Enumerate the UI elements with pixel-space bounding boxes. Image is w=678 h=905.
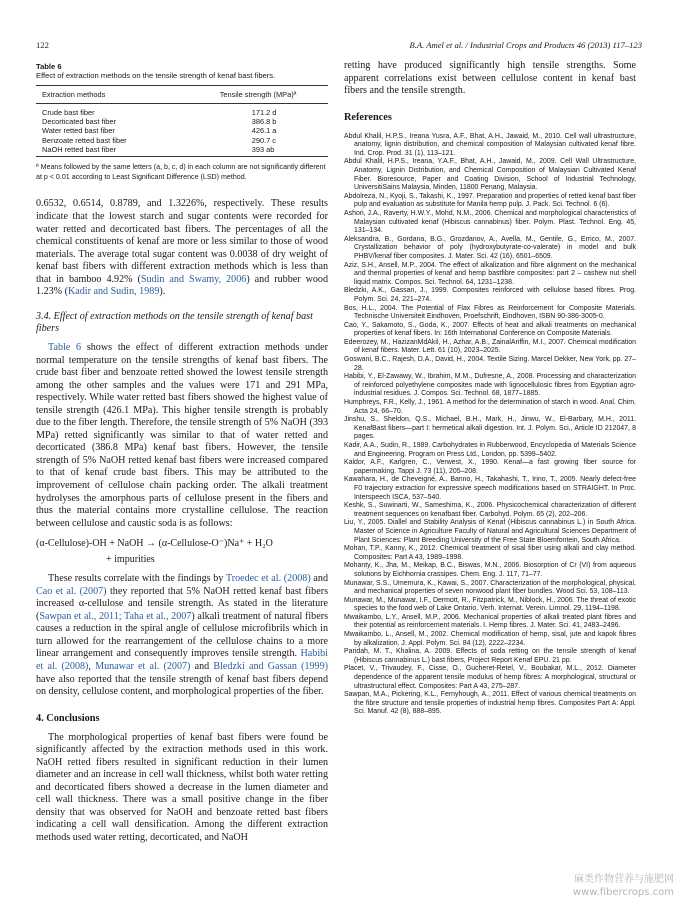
page-number: 122 bbox=[36, 40, 49, 50]
tensile-strength-table bbox=[36, 85, 328, 157]
reference-item: Bledzki, A.K., Gassan, J., 1999. Composites reinforced with cellulose based fibres. Prog. Polym. Sci. 24, 221–274. bbox=[344, 287, 636, 303]
section-heading: 3.4. Effect of extraction methods on the tensile strength of kenaf bast fibers bbox=[36, 310, 313, 335]
reference-item: Cao, Y., Sakamoto, S., Goda, K., 2007. Effects of heat and alkali treatments on mechanical properties of kenaf fibers. In: 16th International Conference on Composite Materials. bbox=[344, 321, 636, 338]
table-cell: 426.1 a bbox=[251, 126, 277, 136]
reference-item: Keshk, S., Suwinarti, W., Sameshima, K., 2006. Physicochemical characterization of different treatment sequences on kenafbast fiber. Carbohyd. Polym. 65 (2), 202–206. bbox=[344, 502, 636, 518]
reference-item: Edeerozey, M., HazizanMdAkil, H., Azhar, A.B., ZainalAriffin, M.I., 2007. Chemical modification of kenaf fibers. Mater. Lett. 61 (10), 2023–2025. bbox=[344, 338, 636, 355]
reference-item: Paridah, M. T., Khalina, A. 2009. Effects of soda retting on the tensile strength of kenaf (Hibiscus cannabinus L.) bast fibers, Project Report Kenaf EPU. 21 pp. bbox=[344, 648, 636, 664]
body-paragraph bbox=[36, 342, 328, 530]
table-cell: Crude bast fiber bbox=[42, 108, 95, 117]
reference-item: Placet, V., Trivaudey, F., Cisse, O., Gucheret-Retel, V., Boubakar, M.L., 2012. Diameter dependence of the apparent tensile modulus of hemp fibres: A morphological, structural or ultrastructural effect. Composites: Part A 43, 275–287. bbox=[344, 665, 636, 690]
reference-item: Aziz, S.H., Ansell, M.P., 2004. The effect of alkalization and fibre alignment on the mechanical and thermal properties of kenaf and hemp bastfibre composites: part 2 – cashew nut shell liquid matrix. Compos. Sci. Technol. 64, 1231–1238. bbox=[344, 261, 636, 286]
reference-item: Bos, H.L., 2004. The Potential of Flax Fibres as Reinforcement for Composite Materials. Technische Universiteit Eindhoven, Proefschrift, Eindhoven, ISBN 90-386-3005-0. bbox=[344, 304, 636, 321]
table-row bbox=[36, 104, 328, 118]
reference-item: Abdul Khalil, H.P.S., Ireana Yusra, A.F., Bhat, A.H., Jawaid, M., 2010. Cell wall ultrastructure, anatomy, lignin distribution, and chemical composition of Malaysian cultivated kenaf fibre. Ind. Crop. Prod. 31 (1), 113–121. bbox=[344, 132, 636, 157]
reference-item: Aleksandra, B., Gordana, B.G., Grozdanov, A., Avella, M., Gentile, G., Errico, M., 2007. Crystallization behavior of poly (hydroxybutyrate-co-valerate) in model and bulk PHBV/kenaf fiber composites. J. Mater. Sci. 42 (16), 6501–6509. bbox=[344, 235, 636, 260]
reference-item: Mwaikambo, L.Y., Ansell, M.P., 2006. Mechanical properties of alkali treated plant fibres and their potential as reinforcement materials. I. Hemp fibres. J. Mater. Sci. 41, 2483–2496. bbox=[344, 613, 636, 630]
journal-citation: B.A. Amel et al. / Industrial Crops and Products 46 (2013) 117–123 bbox=[409, 40, 642, 50]
table-header-row bbox=[36, 86, 328, 104]
table-cell: NaOH retted bast fiber bbox=[36, 145, 148, 157]
references-heading: References bbox=[344, 111, 392, 123]
text-run: These results correlate with the findings by bbox=[48, 573, 226, 585]
reference-item: Mohanty, K., Jha, M., Meikap, B.C., Biswas, M.N., 2006. Biosorption of Cr (VI) from aqueous solutions by Eichhornia crassipes. Chem. Eng. J. 117, 71–77. bbox=[344, 562, 636, 578]
text-run: shows the effect of different extraction methods under normal temperature on the tensile strengths of kenaf bast fibers. The crude bast fiber and benzoate retted showed the lowest tensile strength among the other samples and the values were 171 and 291 MPa, respectively. While water retted bast fibers showed the highest value of tensile strength (426.1 MPa). This higher tensile strength is probably due to the fiber length. Therefore, the tensile strength of 5% NaOH (393 MPa) retted significantly was similar to that of water retted and decorticated (386.8 MPa) kenaf bast fibers. However, the tensile strength of 5% NaOH retted kenaf bast fibers were increased compared to that of kenaf crude bast fibers. This may be attributed to the improvement of cellulose chain packing order. The alkali treatment hydrolyses the amorphous parts of cellulose present in the fibers and thus the material contains more crystalline cellulose. The reaction between cellulose and caustic soda is as follows: bbox=[36, 341, 328, 529]
reference-item: Munawar, M., Munawar, I.F., Dermott, R., Fitzpatrick, M., Niblock, H., 2006. The threat of exotic species to the food web of Lake Ontario. Verh. Internat. Verein. Limnol. 29, 1194–1198. bbox=[344, 596, 636, 613]
reference-item: Jinshu, S., Sheldon, Q.S., Michael, B.H., Mark, H., Jinwu, W., El-Barbary, M.H., 2011. KenafBast fibers—part I: hermetical alkali digestion. Int. J. Polym. Sci., Article ID 212047, 8 pages. bbox=[344, 416, 636, 441]
table-link[interactable]: Table 6 bbox=[48, 341, 82, 353]
table-row bbox=[36, 136, 328, 145]
reference-item: Munawar, S.S., Umemura, K., Kawai, S., 2007. Characterization of the morphological, physical, and mechanical properties of seven nonwood plant fiber bundles. Wood Sci. 53, 108–113. bbox=[344, 579, 636, 596]
citation-link[interactable]: Sawpan et al., 2011; Taha et al., 2007 bbox=[39, 610, 192, 622]
reference-list bbox=[344, 133, 636, 717]
reference-item: Humphreys, F.R., Kelly, J., 1961. A method for the determination of starch in wood. Anal. Chim. Acta 24, 66–70. bbox=[344, 399, 636, 415]
text-run: 0.6532, 0.6514, 0.8789, and 1.3226%, respectively. These results indicate that the lowest starch and sugar contents were recorded for water retted and decorticated bast fibers. The percentages of all the chemical constituents of kenaf are more or less similar to those of wood materials. The average total sugar content was 0.0038 of dry weight of kenaf bast fibers with different extraction methods which is less than that in bamboo 4.92% ( bbox=[36, 198, 328, 285]
body-paragraph bbox=[36, 573, 328, 698]
body-paragraph: retting have produced significantly high tensile strengths. Some apparent correlations exist between cellulose content in kenaf bast fibers and the tensile strength. bbox=[344, 60, 636, 97]
citation-link[interactable]: Cao et al. (2007) bbox=[36, 585, 107, 597]
text-run: and bbox=[310, 573, 328, 585]
column-header: Tensile strength (MPa)ª bbox=[148, 86, 328, 104]
citation-link[interactable]: Munawar et al. (2007) bbox=[95, 661, 191, 673]
text-run: they reported that 5% NaOH retted kenaf bast fibers increased α-cellulose and tensile strength. As stated in the literature ( bbox=[36, 585, 328, 622]
text-run: ) and rubber wood 1.23% ( bbox=[36, 273, 328, 298]
table-cell: 393 ab bbox=[148, 145, 328, 157]
table-cell: 290.7 c bbox=[251, 135, 276, 145]
reference-item: Habibi, Y., El-Zawawy, W., Ibrahim, M.M., Dufresne, A., 2008. Processing and characterization of reinforced polyethylene composites made with lignocellulosic fibres from Egyptian agro-industrial residues. J. Compos. Sci. Technol. 68, 1877–1885. bbox=[344, 373, 636, 398]
reference-item: Mwaikambo, L., Ansell, M., 2002. Chemical modification of hemp, sisal, jute and kapok fibres by alkalization. J. Appl. Polym. Sci. 84 (12), 2222–2234. bbox=[344, 631, 636, 647]
reference-item: Goswani, B.C., Rajesh, D.A., David, H., 2004. Textile Sizing. Marcel Dekker, New York, pp. 27–28. bbox=[344, 356, 636, 372]
table-cell: 386.8 b bbox=[251, 117, 277, 127]
reference-item: Kawahara, H., de Cheveigné, A., Banno, H., Takahashi, T., Irino, T., 2005. Nearly defect-free F0 trajectory extraction for expressive speech modifications based on STRAIGHT. In Proc. Interspeech ISCA, 537–540. bbox=[344, 476, 636, 501]
text-run: and bbox=[190, 661, 214, 673]
table-footnote: ª Means followed by the same letters (a, b, c, d) in each column are not significantly different at p < 0.01 according to Least Significant Difference (LSD) method. bbox=[36, 163, 326, 182]
table-caption: Effect of extraction methods on the tensile strength of kenaf bast fibers. bbox=[36, 71, 276, 80]
citation-link[interactable]: Sudin and Swamy, 2006 bbox=[140, 273, 247, 285]
right-column bbox=[344, 60, 636, 717]
reference-item: Ashori, J.A., Raverty, H.W.Y., Mohd, N.M., 2006. Chemical and morphological characteristics of Malaysian cultivated kenaf (Hibiscus cannabinus) fiber. Polym. Plast. Technol. Eng. 45, 131–134. bbox=[344, 209, 636, 235]
section-heading: 4. Conclusions bbox=[36, 712, 100, 724]
table-cell: Decorticated bast fiber bbox=[42, 117, 116, 127]
table-cell: 171.2 d bbox=[251, 108, 277, 117]
text-run: , bbox=[88, 661, 96, 673]
reaction-equation: (α-Cellulose)-OH + NaOH → (α-Cellulose-O⁻)Na⁺ + H₂O bbox=[36, 538, 273, 550]
table-title: Table 6 bbox=[36, 62, 62, 71]
watermark-line: 麻类作物营养与施肥网 bbox=[574, 874, 674, 885]
reference-item: Kaldor, A.F., Karlgren, C., Verwest, X., 1990. Kenaf—a fast growing fiber source for papermaking. Tappi J. 73 (11), 205–208. bbox=[344, 459, 636, 475]
reference-item: Abdolreza, N., Kyoji, S., Takashi, K., 1997. Preparation and properties of retted kenaf bast fiber pulp and evaluation as substitute for Manila hemp pulp. J. Pack. Sci. Technol. 6 (6). bbox=[344, 192, 636, 209]
reference-item: Kadir, A.A., Sudin, R., 1989. Carbohydrates in Rubberwood, Encyclopedia of Materials Science and Engineering. Program on Press Ltd., London, pp. 5399–5402. bbox=[344, 442, 636, 458]
reference-item: Mohan, T.P., Kanny, K., 2012. Chemical treatment of sisal fiber using alkali and clay method. Composites: Part A 43, 1989–1998. bbox=[344, 545, 636, 561]
body-paragraph: The morphological properties of kenaf bast fibers were found be significantly affected by the extraction methods used in this work. NaOH retted fibers resulted in significant reduction in their lumen diameter and an increase in cell wall thickness, whilst both water retting and decorticated fibers showed a decrease in the lumen diameter and cell wall thickness. There was a small positive change in the fiber density that was observed for NaOH and benzoate retted bast fibers indicating a cell wall densification. Among the different extraction methods used water retting, decorticated, and NaOH bbox=[36, 731, 328, 844]
table-cell: Water retted bast fiber bbox=[42, 126, 115, 136]
text-run: ) alkali treatment of natural fibers causes a reduction in the spiral angle of cellulose microfibrils which in turn allowed for the rearrangement of the cellulose chains to a more linear arrangement and consequently improves tensile strength. bbox=[36, 610, 328, 660]
table-row bbox=[36, 117, 328, 126]
text-run: have also reported that the tensile strength of kenaf bast fibers depend on density, cellulose content, and morphological properties of the fiber. bbox=[36, 673, 328, 698]
watermark-line: www.fibercrops.com bbox=[572, 887, 674, 898]
body-paragraph bbox=[36, 198, 328, 298]
text-run: ). bbox=[159, 286, 166, 298]
table-row bbox=[36, 126, 328, 135]
reaction-equation-continuation: + impurities bbox=[106, 554, 155, 566]
table-row bbox=[36, 145, 328, 157]
site-watermark bbox=[573, 873, 674, 899]
reference-item: Sawpan, M.A., Pickering, K.L., Fernyhough, A., 2011. Effect of various chemical treatments on the fibre structure and tensile properties of industrial hemp fibres. Composites Part A: Appl. Sci. Manuf. 42 (8), 888–895. bbox=[344, 691, 636, 716]
citation-link[interactable]: Habibi et al. (2008) bbox=[36, 648, 328, 673]
reference-item: Abdul Khalil, H.P.S., Ireana, Y.A.F., Bhat, A.H., Jawaid, M., 2009. Cell Wall Ultrastructure, Anatomy, Lignin Distribution, and Chemical Composition of Malaysian Cultivated Kenaf Fiber. Bioresource, Paper and Coating Division, School of Industrial Technology, UniversitiSains Malaysia, Minden, 11800 Penang, Malaysia. bbox=[344, 158, 636, 192]
column-header: Extraction methods bbox=[36, 86, 148, 104]
reference-item: Liu, Y., 2005. Diallel and Stability Analysis of Kenaf (Hibiscus cannabinus L.) in South Africa. Master of Science in Agriculture Faculty of Natural and Agricultural Sciences Department of Plant Sciences: Plant Breeding University of the Free State Bloemfontein, South Africa. bbox=[344, 519, 636, 544]
citation-link[interactable]: Kadir and Sudin, 1989 bbox=[67, 286, 160, 298]
citation-link[interactable]: Troedec et al. (2008) bbox=[225, 573, 311, 585]
left-column bbox=[36, 60, 328, 845]
citation-link[interactable]: Bledzki and Gassan (1999) bbox=[213, 661, 328, 673]
table-cell: Benzoate retted bast fiber bbox=[42, 135, 127, 145]
